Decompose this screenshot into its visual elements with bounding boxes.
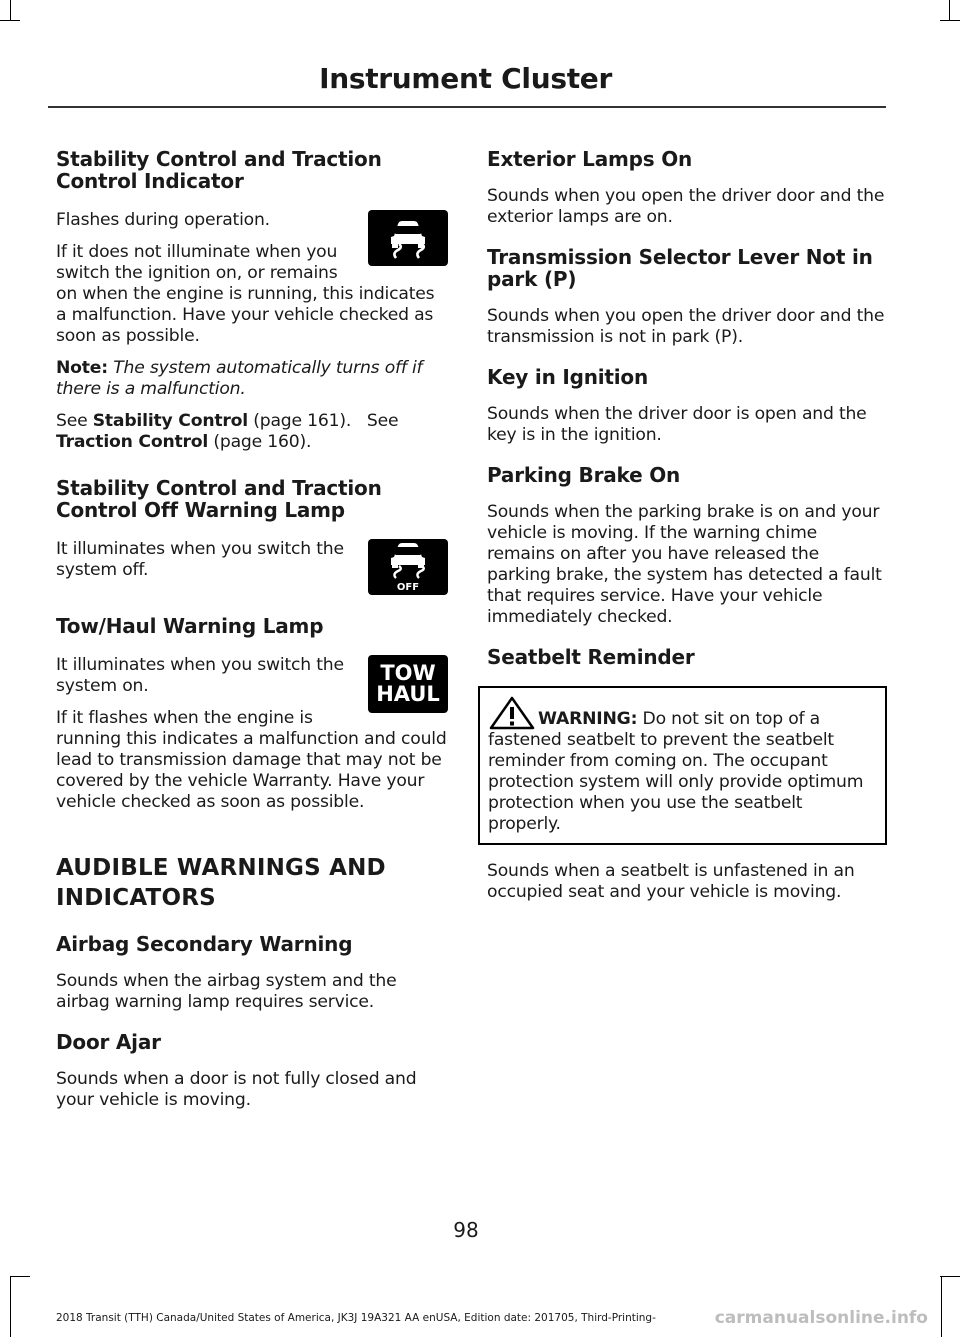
section-title-stability-indicator: Stability Control and Traction Control Indicator [56, 147, 382, 193]
right-column [487, 148, 887, 903]
paragraph: It illuminates when you switch the system on. [56, 655, 344, 696]
section-title-tow-haul: Tow/Haul Warning Lamp [56, 614, 324, 638]
warning-triangle-icon [488, 696, 536, 730]
cross-reference [56, 411, 448, 453]
crop-mark [941, 1277, 942, 1337]
paragraph: Sounds when you open the driver door and the exterior lamps are on. [487, 186, 885, 227]
paragraph: Sounds when a door is not fully closed and your vehicle is moving. [56, 1069, 417, 1110]
chapter-title-line: AUDIBLE WARNINGS AND [56, 855, 386, 881]
paragraph: Sounds when the driver door is open and the key is in the ignition. [487, 404, 867, 445]
paragraph: If it flashes when the engine is running this indicates a malfunction and could lead to transmission damage that may not be covered by the vehicle Warranty. Have your vehicle checked as soon as possible. [56, 708, 447, 812]
page-header-title: Instrument Cluster [319, 62, 612, 95]
note-label: Note: [56, 358, 108, 378]
page-number: 98 [453, 1218, 479, 1242]
paragraph: Sounds when the airbag system and the airbag warning lamp requires service. [56, 971, 397, 1012]
section-title-key-in-ignition: Key in Ignition [487, 365, 649, 389]
section-title-stability-off: Stability Control and Traction Control Off Warning Lamp [56, 476, 382, 522]
paragraph: If it does not illuminate when you switch the ignition on, or remains on when the engine is running, this indicates a malfunction. Have your vehicle checked as soon as possible. [56, 242, 435, 346]
stability-control-icon [368, 210, 448, 266]
see-text: See [56, 411, 88, 431]
see-text: See [366, 411, 399, 431]
page-ref: (page 161). [253, 411, 352, 431]
crop-mark [940, 1276, 960, 1277]
paragraph: Sounds when you open the driver door and the transmission is not in park (P). [487, 306, 885, 347]
warning-box [478, 686, 887, 845]
crop-mark [949, 0, 950, 20]
header-divider [48, 106, 886, 108]
link-traction-control[interactable]: Traction Control [56, 432, 209, 452]
crop-mark [10, 1276, 30, 1277]
warning-text: Do not sit on top of a fastened seatbelt to prevent the seatbelt reminder from coming on. The occupant protection system will only provide optimum protection when you use the seatbelt properly. [488, 709, 864, 834]
off-label: OFF [396, 582, 420, 592]
section-title-transmission: Transmission Selector Lever Not in park (P) [487, 245, 873, 291]
section-title-airbag: Airbag Secondary Warning [56, 932, 353, 956]
left-column [56, 148, 448, 1111]
paragraph: Sounds when the parking brake is on and your vehicle is moving. If the warning chime remains on after you have released the parking brake, the system has detected a fault that requires service. Have your vehicle immediately checked. [487, 502, 882, 627]
crop-mark [940, 20, 960, 21]
crop-mark [10, 1277, 11, 1337]
paragraph: Sounds when a seatbelt is unfastened in an occupied seat and your vehicle is moving. [487, 861, 855, 902]
paragraph: It illuminates when you switch the system off. [56, 539, 344, 580]
page-ref: (page 160). [213, 432, 312, 452]
warning-paragraph [488, 696, 877, 835]
section-title-parking-brake: Parking Brake On [487, 463, 681, 487]
crop-mark [0, 20, 20, 21]
tow-haul-icon [368, 655, 448, 713]
footer-text: 2018 Transit (TTH) Canada/United States of America, JK3J 19A321 AA enUSA, Edition date: 201705, Third-Printing- [56, 1312, 656, 1324]
link-stability-control[interactable]: Stability Control [92, 411, 248, 431]
crop-mark [10, 0, 11, 20]
note-paragraph [56, 358, 448, 400]
tow-label: TOW [380, 661, 436, 685]
stability-control-off-icon [368, 539, 448, 595]
section-title-exterior-lamps: Exterior Lamps On [487, 147, 693, 171]
section-title-door-ajar: Door Ajar [56, 1030, 161, 1054]
section-title-seatbelt: Seatbelt Reminder [487, 645, 695, 669]
chapter-title [56, 853, 448, 913]
warning-label: WARNING: [538, 709, 638, 729]
paragraph: Flashes during operation. [56, 210, 270, 230]
chapter-title-line: INDICATORS [56, 885, 216, 911]
note-text: The system automatically turns off if there is a malfunction. [56, 358, 423, 399]
haul-label: HAUL [376, 682, 440, 706]
watermark: carmanualsonline.info [714, 1308, 928, 1328]
